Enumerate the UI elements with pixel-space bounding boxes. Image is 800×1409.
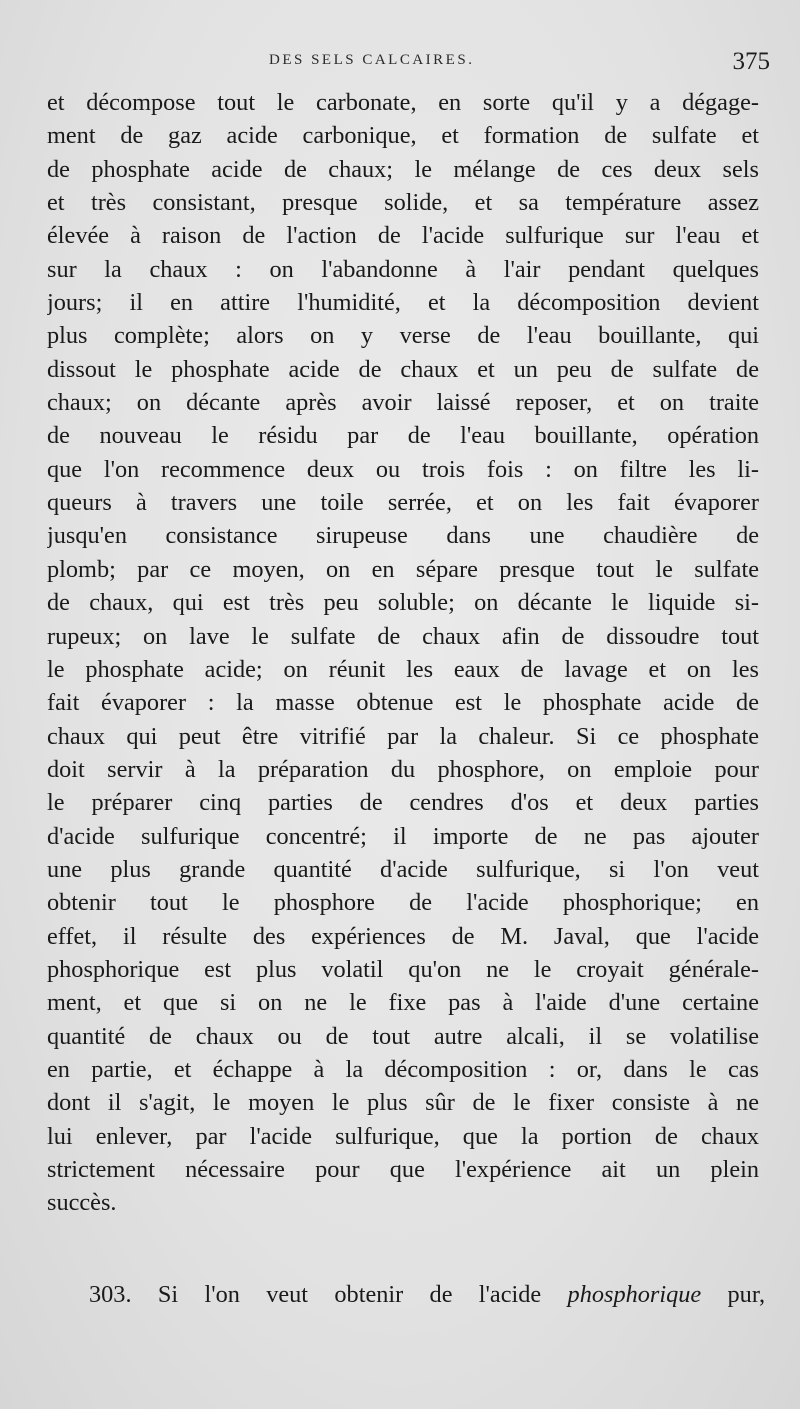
text-line: le phosphate acide; on réunit les eaux de lavage et on les bbox=[47, 655, 759, 683]
text-line: doit servir à la préparation du phosphore, on emploie pour bbox=[47, 755, 759, 783]
italic-term: phosphorique bbox=[567, 1281, 702, 1308]
running-title: DES SELS CALCAIRES. bbox=[269, 52, 475, 68]
text-line: et décompose tout le carbonate, en sorte qu'il y a dégage- bbox=[47, 89, 759, 116]
text-line: ment de gaz acide carbonique, et formation de sulfate et bbox=[47, 122, 759, 150]
paragraph-text-end: pur, bbox=[727, 1281, 766, 1308]
text-line: dissout le phosphate acide de chaux et un peu de sulfate de bbox=[47, 355, 759, 383]
text-line: dont il s'agit, le moyen le plus sûr de le fixer consiste à ne bbox=[47, 1089, 759, 1117]
text-line: en partie, et échappe à la décomposition : or, dans le cas bbox=[47, 1055, 759, 1083]
text-line: chaux; on décante après avoir laissé reposer, et on traite bbox=[47, 389, 759, 417]
text-line: obtenir tout le phosphore de l'acide phosphorique; en bbox=[47, 889, 759, 917]
page-header bbox=[44, 48, 774, 82]
text-line: effet, il résulte des expériences de M. Javal, que l'acide bbox=[47, 922, 759, 950]
text-line: quantité de chaux ou de tout autre alcali, il se volatilise bbox=[47, 1022, 759, 1050]
text-line: que l'on recommence deux ou trois fois : on filtre les li- bbox=[47, 455, 759, 483]
text-line: jours; il en attire l'humidité, et la décomposition devient bbox=[47, 289, 759, 317]
text-line: de chaux, qui est très peu soluble; on décante le liquide si- bbox=[47, 589, 759, 617]
text-line: et très consistant, presque solide, et sa température assez bbox=[47, 189, 759, 217]
text-line: queurs à travers une toile serrée, et on les fait évaporer bbox=[47, 489, 759, 517]
text-line: ment, et que si on ne le fixe pas à l'aide d'une certaine bbox=[47, 989, 759, 1017]
next-paragraph bbox=[47, 1277, 765, 1313]
paragraph-text-start: Si l'on veut obtenir de l'acide bbox=[157, 1281, 542, 1308]
text-line: plus complète; alors on y verse de l'eau bouillante, qui bbox=[47, 322, 759, 350]
text-line: succès. bbox=[47, 1189, 117, 1217]
text-line: jusqu'en consistance sirupeuse dans une chaudière de bbox=[47, 522, 759, 550]
text-line: élevée à raison de l'action de l'acide sulfurique sur l'eau et bbox=[47, 222, 759, 250]
text-line: strictement nécessaire pour que l'expérience ait un plein bbox=[47, 1156, 759, 1183]
text-line: sur la chaux : on l'abandonne à l'air pendant quelques bbox=[47, 255, 759, 283]
text-line: de phosphate acide de chaux; le mélange de ces deux sels bbox=[47, 155, 759, 183]
text-line: chaux qui peut être vitrifié par la chaleur. Si ce phosphate bbox=[47, 722, 759, 750]
text-line: phosphorique est plus volatil qu'on ne le croyait générale- bbox=[47, 955, 759, 983]
page-number: 375 bbox=[732, 48, 770, 75]
paragraph-number: 303. bbox=[89, 1281, 132, 1308]
text-line: lui enlever, par l'acide sulfurique, que la portion de chaux bbox=[47, 1122, 759, 1150]
text-line: fait évaporer : la masse obtenue est le phosphate acide de bbox=[47, 689, 759, 717]
text-line: rupeux; on lave le sulfate de chaux afin de dissoudre tout bbox=[47, 622, 759, 650]
text-line: le préparer cinq parties de cendres d'os et deux parties bbox=[47, 789, 759, 817]
text-line: d'acide sulfurique concentré; il importe de ne pas ajouter bbox=[47, 822, 759, 850]
text-line: de nouveau le résidu par de l'eau bouillante, opération bbox=[47, 422, 759, 450]
text-line: plomb; par ce moyen, on en sépare presque tout le sulfate bbox=[47, 555, 759, 583]
text-line: une plus grande quantité d'acide sulfurique, si l'on veut bbox=[47, 855, 759, 883]
main-paragraph bbox=[47, 86, 759, 1220]
